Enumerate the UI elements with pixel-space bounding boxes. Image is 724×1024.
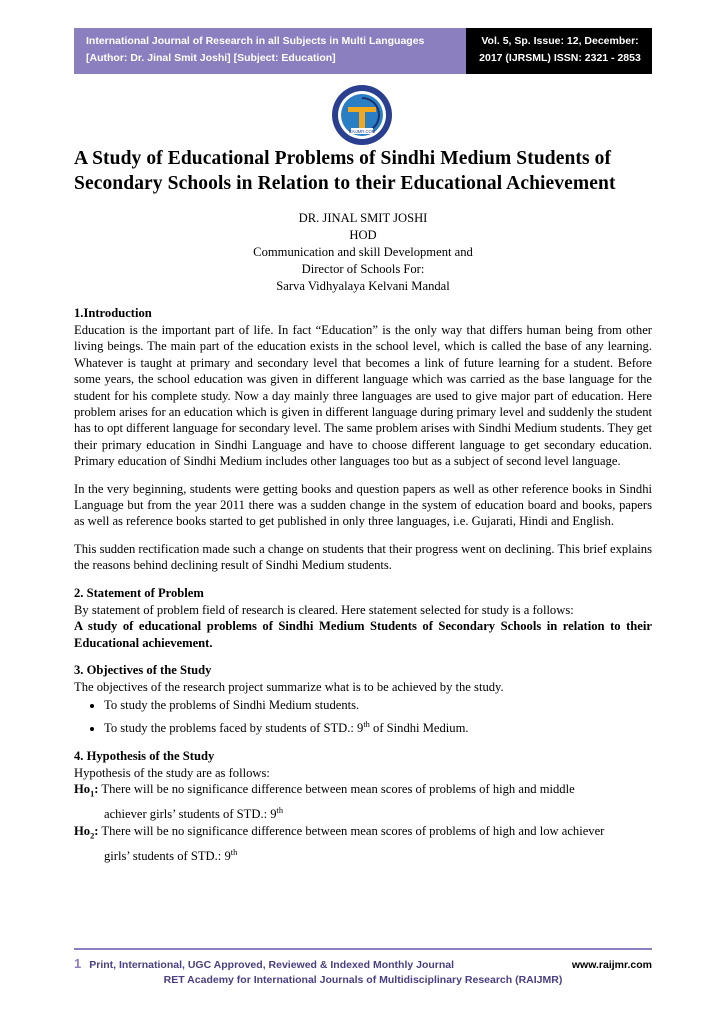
objective-2-post: of Sindhi Medium. [369,721,469,735]
intro-paragraph-3: This sudden rectification made such a change on students that their progress went on declining. This brief explains the reasons behind declining result of Sindhi Medium students. [74,541,652,573]
svg-text:RAIJMR.COM: RAIJMR.COM [348,129,376,134]
hypothesis-2-label: Ho [74,823,91,838]
hypothesis-2-continued [74,845,652,865]
page-title: A Study of Educational Problems of Sindhi Medium Students of Secondary Schools in Relation to their Educational Achievement [74,148,616,194]
intro-paragraph-2: In the very beginning, students were getting books and question papers as well as other reference books in Sindhi Language but from the year 2011 there was a sudden change in the system of education board and books, papers as well as reference books started to get published in only three languages, i.e. Gujarati, Hindi and English. [74,481,652,529]
hypothesis-2-line2-pre: girls’ students of STD.: 9 [104,849,231,864]
hypothesis-2-subscript: 2 [90,831,95,841]
hypothesis-1-subscript: 1 [90,789,95,799]
footer-academy-name: RET Academy for International Journals of Multidisciplinary Research (RAIJMR) [163,974,563,986]
raijmr-logo-icon [331,84,393,146]
statement-paragraph: By statement of problem field of research is cleared. Here statement selected for study is a follows: [74,602,574,617]
page-header [74,28,652,74]
hypothesis-1-line2-pre: achiever girls’ students of STD.: 9 [104,807,277,822]
page-number: 1 [74,956,82,971]
hypothesis-2 [74,823,652,845]
section-heading-hypothesis: 4. Hypothesis of the Study [74,748,215,763]
header-author-subject: [Author: Dr. Jinal Smit Joshi] [Subject: Education] [86,52,336,64]
logo-container [0,84,724,151]
objective-1-text: To study the problems of Sindhi Medium students. [104,698,360,713]
section-heading-statement: 2. Statement of Problem [74,585,204,600]
hypothesis-2-line2-sup: th [230,847,238,857]
hypothesis-1-colon: : [94,781,99,796]
author-designation: HOD [349,228,377,242]
objective-2-pre: To study the problems faced by students of STD.: 9 [104,721,364,735]
author-affiliation-1: Communication and skill Development and [253,245,473,259]
header-volume-line: Vol. 5, Sp. Issue: 12, December: [481,35,639,47]
hypothesis-2-colon: : [94,823,99,838]
hypothesis-intro: Hypothesis of the study are as follows: [74,765,270,780]
section-heading-objectives: 3. Objectives of the Study [74,662,212,677]
footer-website-link[interactable]: www.raijmr.com [571,959,652,971]
objectives-intro: The objectives of the research project summarize what is to be achieved by the study. [74,679,504,694]
author-affiliation-3: Sarva Vidhyalaya Kelvani Mandal [276,279,450,293]
intro-paragraph-1: Education is the important part of life. In fact “Education” is the only way that differs human being from other living beings. The main part of the education exists in the school level, which is called the base of any learning. Whatever is taught at primary and secondary level that becomes a link of future learning for a student. Before some years, the school education was given in different language which was carried as the base language for the student for his complete study. Now a day mainly three languages are used to give major part of education. Here problem arises for an education which is given in different language during primary level and suddenly the student has to opt different language for secondary level. The same problem arises with Sindhi Medium students. They get their primary education in Sindhi Language and have to choose different language to get secondary education. Primary education of Sindhi Medium includes other languages too but as a subject of second level language. [74,323,652,469]
header-issn-line: 2017 (IJRSML) ISSN: 2321 - 2853 [479,52,641,64]
hypothesis-1 [74,781,652,803]
hypothesis-1-line1: There will be no significance difference between mean scores of problems of high and middle [101,781,575,796]
author-affiliation-2: Director of Schools For: [301,262,425,276]
author-block [74,210,652,295]
objective-2-sup: th [363,719,370,729]
statement-problem-text: A study of educational problems of Sindhi Medium Students of Secondary Schools in relation to their Educational achievement. [74,619,652,650]
section-heading-introduction: 1.Introduction [74,306,152,320]
list-item [104,716,652,738]
footer-top-row [74,956,652,971]
page-footer [74,948,652,986]
hypothesis-1-label: Ho [74,781,91,796]
header-journal-title: International Journal of Research in all Subjects in Multi Languages [86,35,425,47]
hypothesis-1-line2-sup: th [276,806,284,816]
list-item [104,697,652,715]
objectives-list [74,697,652,737]
hypothesis-2-line1: There will be no significance difference between mean scores of problems of high and low achiever [101,823,605,838]
hypothesis-1-continued [74,803,652,823]
footer-journal-note: Print, International, UGC Approved, Reviewed & Indexed Monthly Journal [89,959,455,971]
article-content [74,146,652,865]
header-journal-info [74,28,466,74]
author-name: DR. JINAL SMIT JOSHI [298,211,428,225]
header-volume-info [466,28,652,74]
footer-divider [74,948,652,950]
